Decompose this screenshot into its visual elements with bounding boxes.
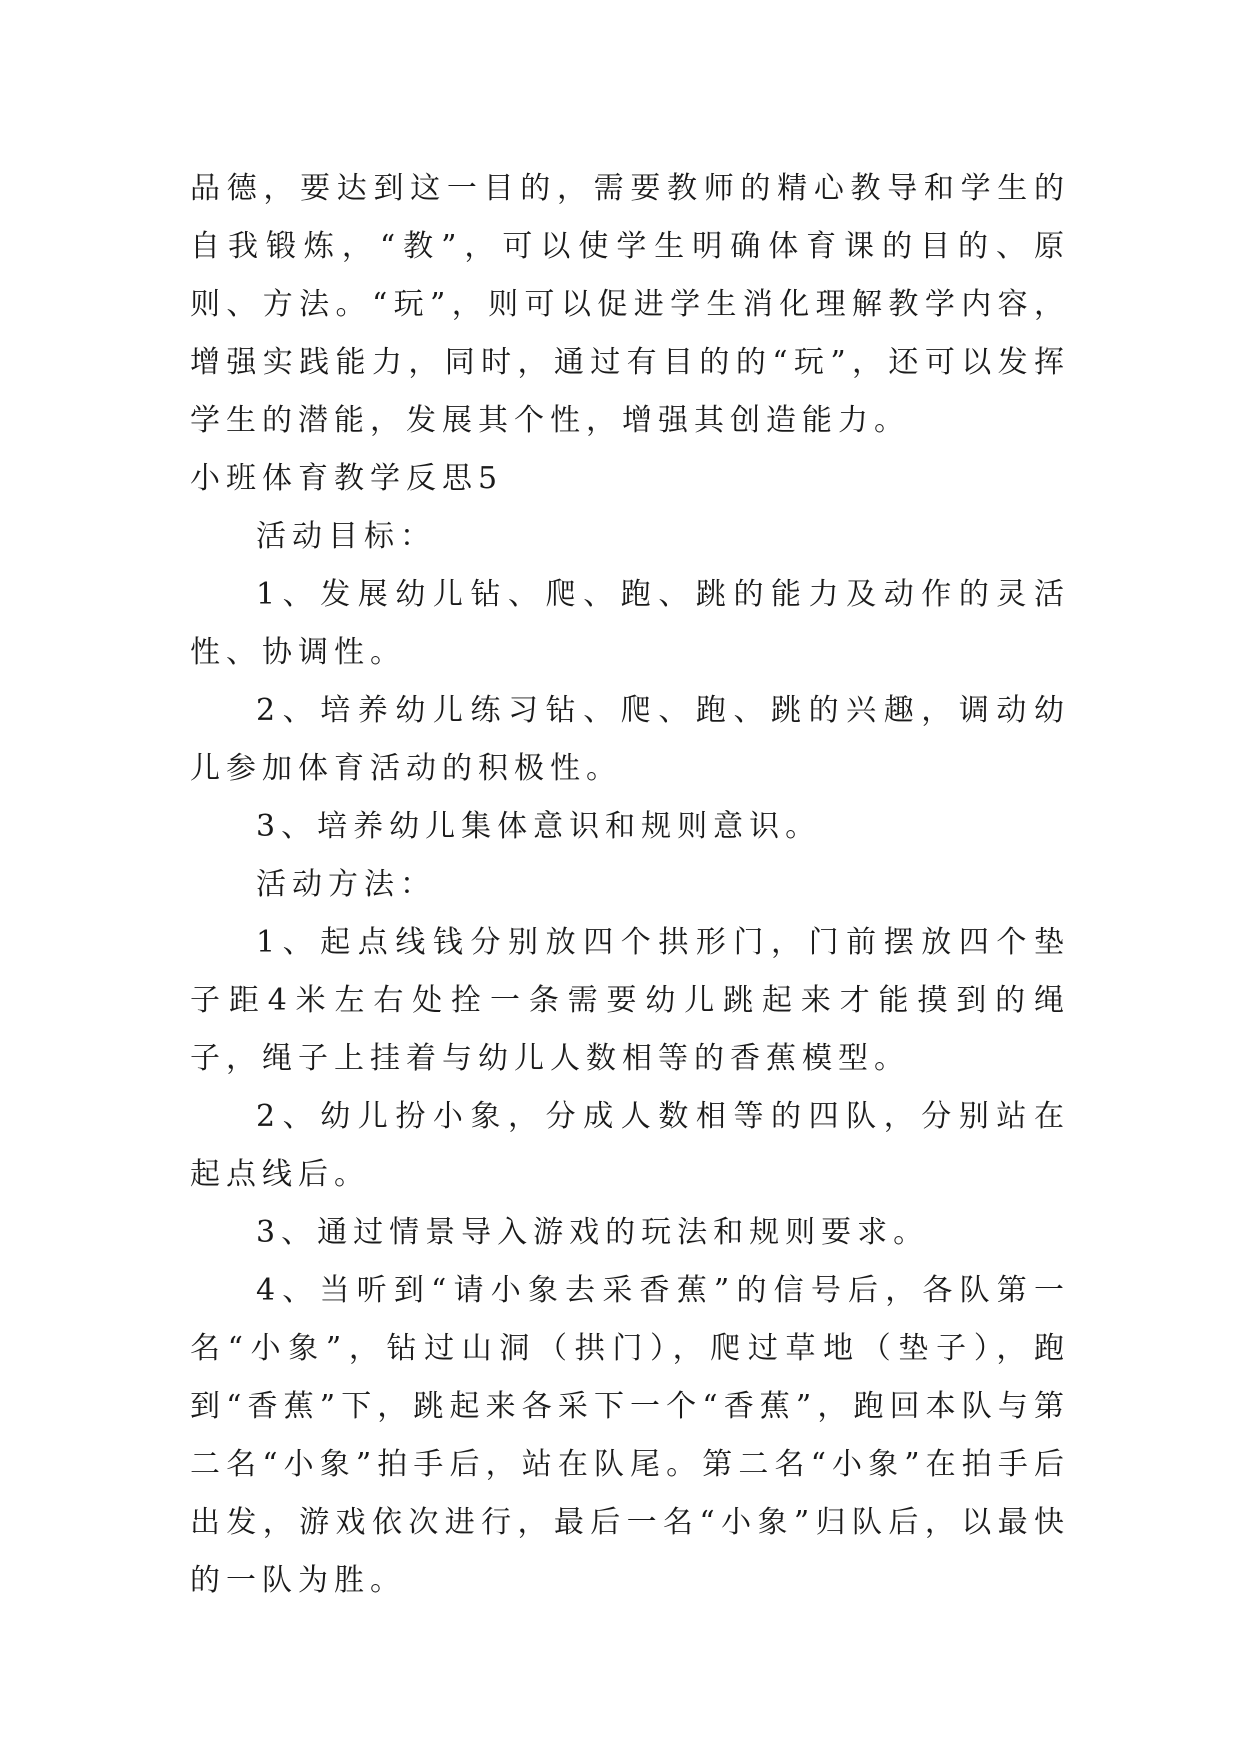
activity-methods-heading: 活动方法：: [256, 867, 436, 902]
method-item-2: 2、幼儿扮小象，分成人数相等的四队，分别站在起点线后。: [190, 1099, 1070, 1192]
method-item-1: 1、起点线钱分别放四个拱形门，门前摆放四个垫子距4米左右处拴一条需要幼儿跳起来才能摸到的绳子，绳子上挂着与幼儿人数相等的香蕉模型。: [190, 925, 1070, 1076]
goal-item-3: 3、培养幼儿集体意识和规则意识。: [256, 809, 822, 844]
activity-goals-heading: 活动目标：: [256, 519, 436, 554]
goal-item-2: 2、培养幼儿练习钻、爬、跑、跳的兴趣，调动幼儿参加体育活动的积极性。: [190, 693, 1070, 786]
paragraph-continuation: 品德，要达到这一目的，需要教师的精心教导和学生的自我锻炼，“教”，可以使学生明确体育课的目的、原则、方法。“玩”，则可以促进学生消化理解教学内容，增强实践能力，同时，通过有目的的“玩”，还可以发挥学生的潜能，发展其个性，增强其创造能力。: [190, 171, 1070, 438]
method-item-3: 3、通过情景导入游戏的玩法和规则要求。: [256, 1215, 930, 1250]
document-body: [190, 160, 1070, 1610]
section-heading: 小班体育教学反思5: [190, 461, 504, 496]
goal-item-1: 1、发展幼儿钻、爬、跑、跳的能力及动作的灵活性、协调性。: [190, 577, 1070, 670]
method-item-4: 4、当听到“请小象去采香蕉”的信号后，各队第一名“小象”，钻过山洞（拱门），爬过草地（垫子），跑到“香蕉”下，跳起来各采下一个“香蕉”，跑回本队与第二名“小象”拍手后，站在队尾。第二名“小象”在拍手后出发，游戏依次进行，最后一名“小象”归队后，以最快的一队为胜。: [190, 1273, 1070, 1598]
